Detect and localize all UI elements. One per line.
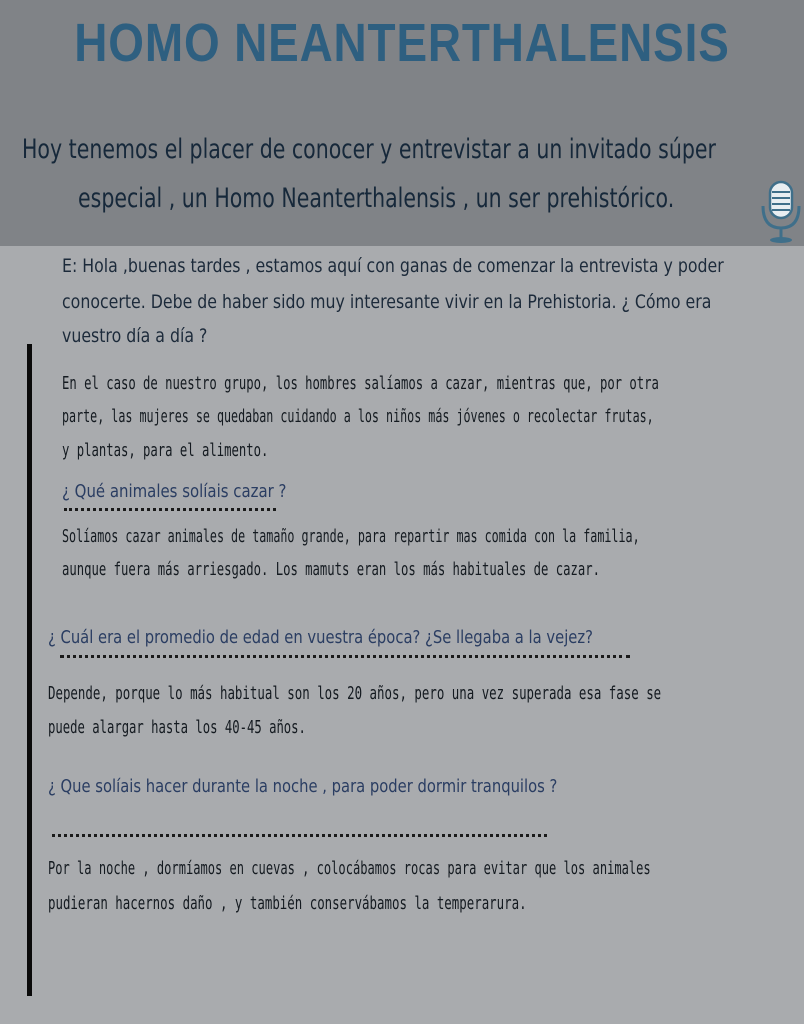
question-3: ¿ Cuál era el promedio de edad en vuestra época? ¿Se llegaba a la vejez? <box>48 627 593 648</box>
page-title: HOMO NEANTERTHALENSIS <box>74 13 730 73</box>
question-1-line-2: conocerte. Debe de haber sido muy interesante vivir en la Prehistoria. ¿ Cómo era <box>62 291 712 313</box>
intro-line-1: Hoy tenemos el placer de conocer y entrevistar a un invitado súper <box>22 134 716 165</box>
side-bar <box>27 344 32 996</box>
answer-1-line-3: y plantas, para el alimento. <box>62 440 269 461</box>
question-4-underline <box>52 834 547 837</box>
answer-4-line-2: pudieran hacernos daño , y también conservábamos la temperarura. <box>48 893 527 914</box>
question-2: ¿ Qué animales solíais cazar ? <box>62 481 287 502</box>
answer-1-line-1: En el caso de nuestro grupo, los hombres salíamos a cazar, mientras que, por otra <box>62 373 659 394</box>
answer-2-line-2: aunque fuera más arriesgado. Los mamuts eran los más habituales de cazar. <box>62 559 600 580</box>
question-4: ¿ Que solíais hacer durante la noche , para poder dormir tranquilos ? <box>48 776 558 797</box>
answer-4-line-1: Por la noche , dormíamos en cuevas , colocábamos rocas para evitar que los animales <box>48 858 651 879</box>
question-3-underline <box>60 655 630 658</box>
answer-3-line-1: Depende, porque lo más habitual son los 20 años, pero una vez superada esa fase se <box>48 683 662 704</box>
question-1-line-3: vuestro día a día ? <box>62 325 208 347</box>
question-2-underline <box>64 508 276 511</box>
microphone-icon <box>758 180 804 246</box>
intro-line-2: especial , un Homo Neanterthalensis , un ser prehistórico. <box>78 183 675 214</box>
question-1-line-1: E: Hola ,buenas tardes , estamos aquí con ganas de comenzar la entrevista y poder <box>62 255 724 277</box>
answer-1-line-2: parte, las mujeres se quedaban cuidando a los niños más jóvenes o recolectar frutas, <box>62 406 654 427</box>
header-banner <box>0 0 804 246</box>
answer-3-line-2: puede alargar hasta los 40-45 años. <box>48 717 306 738</box>
answer-2-line-1: Solíamos cazar animales de tamaño grande, para repartir mas comida con la familia, <box>62 526 640 547</box>
